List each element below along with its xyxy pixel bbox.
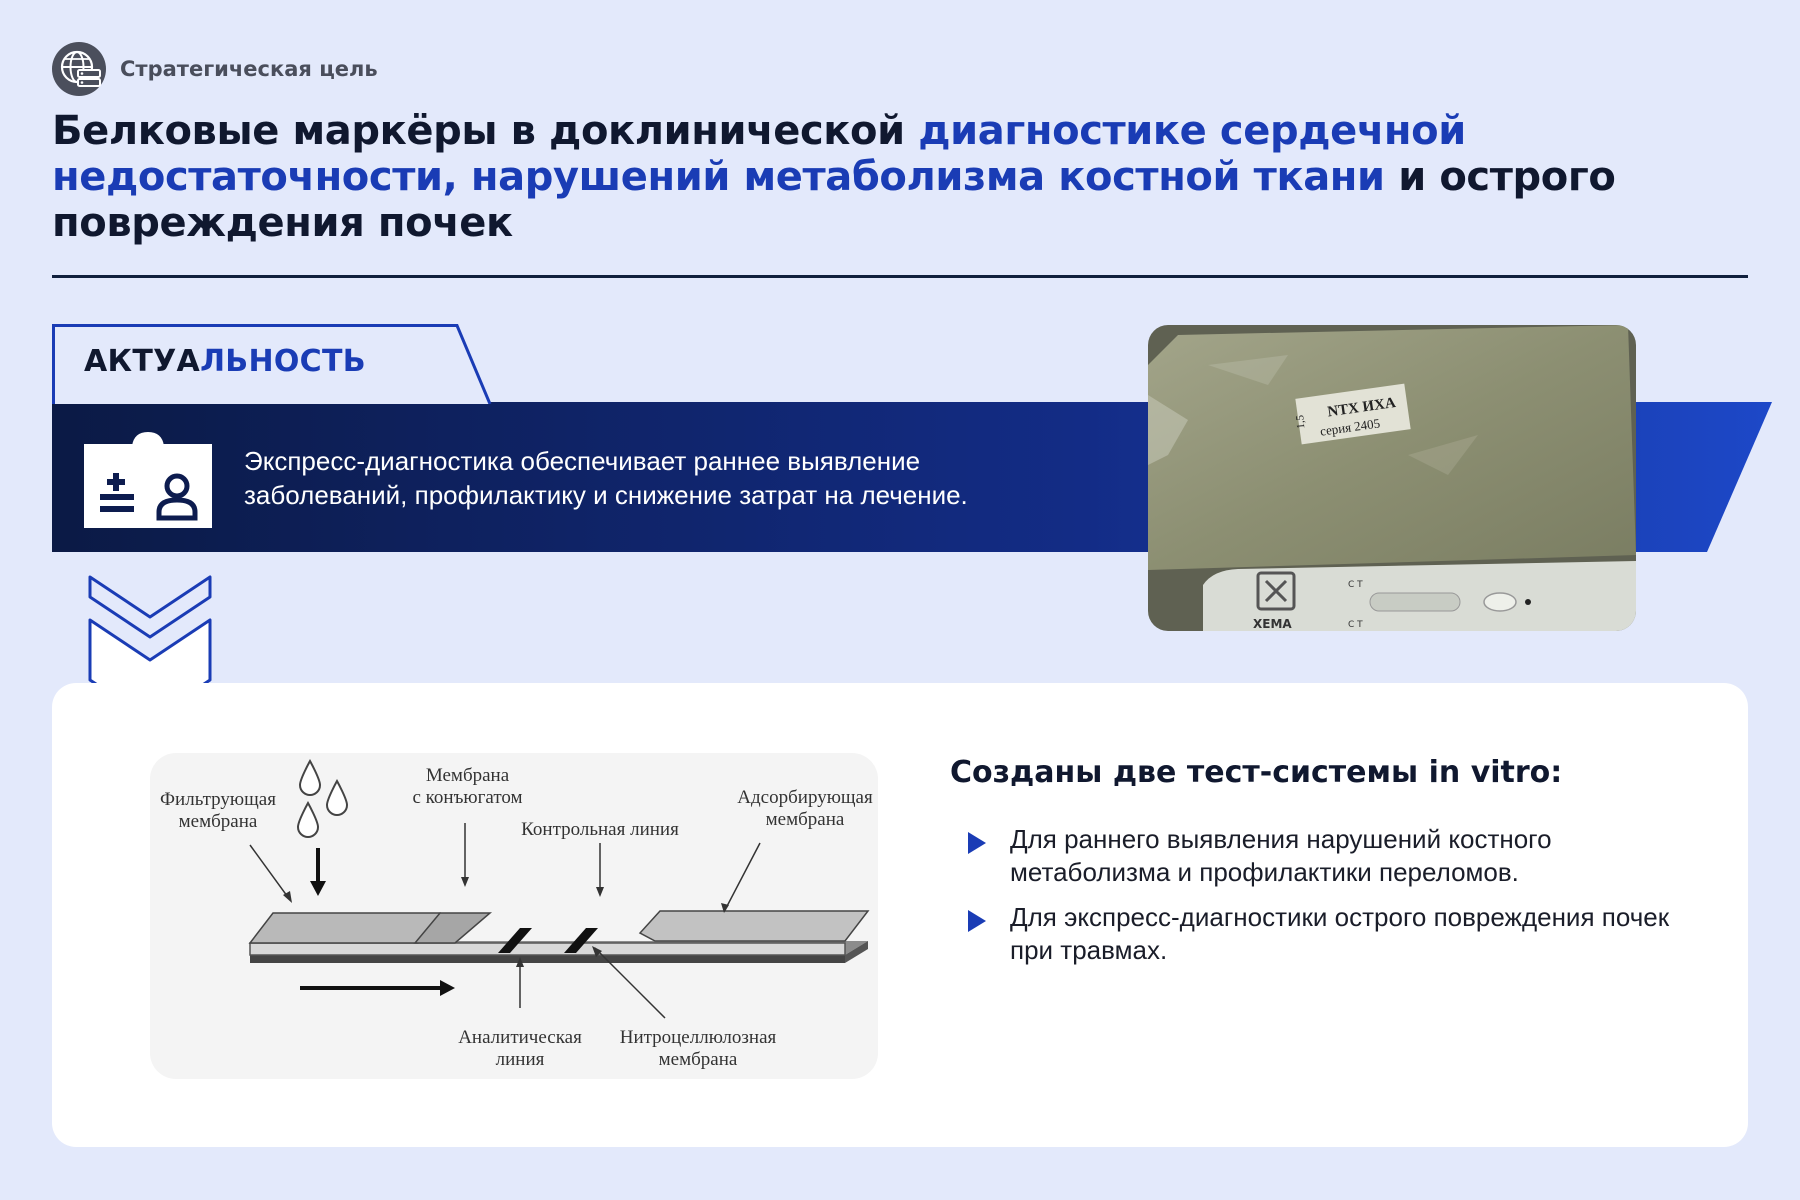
label-analytical-line: Аналитическая линия — [458, 1027, 582, 1070]
list-item-text: Для экспресс-диагностики острого повреждения почек при травмах. — [1010, 902, 1670, 965]
cassette-ct-top: C T — [1348, 580, 1363, 590]
label-nitrocellulose-membrane: Нитроцеллюлозная мембрана — [619, 1027, 777, 1070]
list-item — [968, 901, 1708, 967]
test-strip-diagram — [150, 753, 878, 1079]
category-label — [52, 42, 378, 96]
relevance-tab — [52, 324, 492, 402]
list-item-text: Для раннего выявления нарушений костного метаболизма и профилактики переломов. — [1010, 824, 1552, 887]
list-item — [968, 823, 1708, 889]
title-divider — [52, 275, 1748, 278]
test-kit-photo — [1148, 325, 1636, 631]
package-line-2: серия 2405 — [1319, 415, 1381, 439]
package-line-1: NTX ИХА — [1326, 395, 1397, 421]
content-card — [52, 683, 1748, 1147]
cassette-brand: ХЕМА — [1253, 617, 1292, 631]
title-part-2-accent: диагностике сердечной недостаточности, нарушений метаболизма костной ткани — [52, 108, 1466, 200]
medical-record-icon — [84, 430, 212, 528]
label-filter-membrane: Фильтрующая мембрана — [160, 789, 276, 832]
cassette-ct-bottom: C T — [1348, 620, 1363, 630]
relevance-heading-part-2: ЛЬНОСТЬ — [200, 344, 366, 379]
triangle-bullet-icon — [968, 832, 986, 854]
title-part-3: и острого повреждения почек — [52, 154, 1616, 246]
package-side-number: 1,5 — [1294, 414, 1308, 430]
category-text: Стратегическая цель — [120, 57, 378, 81]
triangle-bullet-icon — [968, 910, 986, 932]
systems-heading: Созданы две тест-системы in vitro: — [950, 755, 1563, 790]
globe-server-icon — [52, 42, 106, 96]
page-title — [52, 108, 1752, 246]
label-control-line: Контрольная линия — [521, 819, 679, 840]
relevance-heading-part-1: АКТУА — [84, 344, 201, 379]
systems-list — [968, 823, 1708, 979]
relevance-text: Экспресс-диагностика обеспечивает раннее выявление заболеваний, профилактику и снижение затрат на лечение. — [244, 446, 968, 510]
label-absorbent-membrane: Адсорбирующая мембрана — [737, 787, 873, 830]
label-conjugate-membrane: Мембрана с конъюгатом — [412, 765, 523, 808]
relevance-heading — [84, 344, 366, 379]
title-part-1: Белковые маркёры в доклинической — [52, 108, 919, 154]
